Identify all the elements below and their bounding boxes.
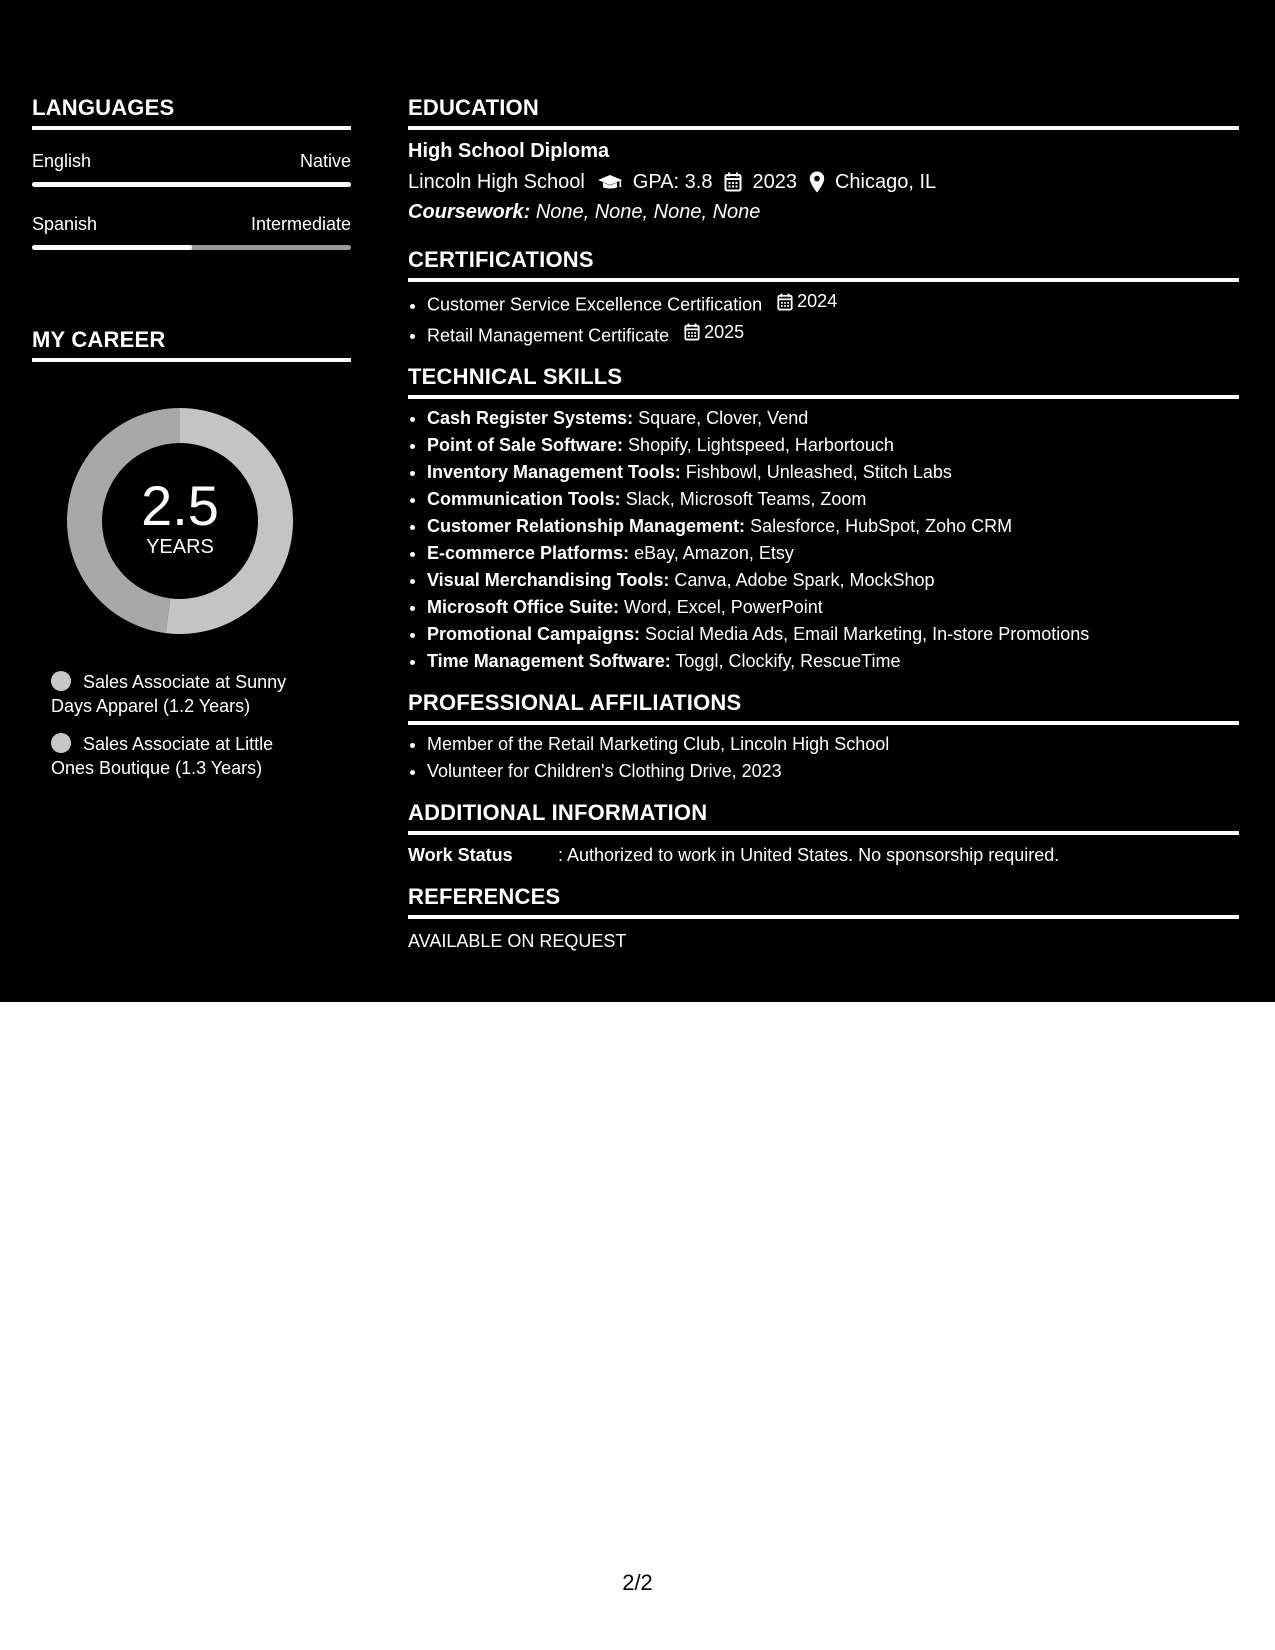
language-name: Spanish	[32, 214, 98, 234]
calendar-icon	[724, 172, 742, 192]
skill-category: Visual Merchandising Tools:	[427, 570, 670, 590]
certification-item	[427, 319, 1239, 350]
right-column	[408, 96, 1239, 953]
certification-year: 2024	[797, 291, 838, 311]
skill-values: Word, Excel, PowerPoint	[624, 597, 823, 617]
certification-item	[427, 288, 1239, 319]
page-number: 2/2	[622, 1570, 653, 1595]
language-proficiency-fill	[32, 182, 351, 187]
skill-item	[427, 567, 1239, 594]
education-school: Lincoln High School	[408, 171, 585, 193]
education-details	[408, 168, 1239, 196]
skill-category: Point of Sale Software:	[427, 435, 624, 455]
career-legend-item	[51, 670, 311, 718]
skill-category: Customer Relationship Management:	[427, 516, 746, 536]
career-legend-item	[51, 732, 311, 780]
skill-item	[427, 648, 1239, 675]
career-years-unit: YEARS	[146, 536, 214, 558]
skill-values: Social Media Ads, Email Marketing, In-store Promotions	[645, 624, 1090, 644]
calendar-icon	[684, 323, 700, 341]
certifications-list	[408, 288, 1239, 349]
education-heading: EDUCATION	[408, 96, 1239, 130]
work-status-value: : Authorized to work in United States. No sponsorship required.	[558, 845, 1060, 865]
skill-values: Fishbowl, Unleashed, Stitch Labs	[685, 462, 952, 482]
skill-values: Square, Clover, Vend	[638, 408, 809, 428]
skill-values: Toggl, Clockify, RescueTime	[675, 651, 901, 671]
coursework-label: Coursework:	[408, 201, 531, 223]
legend-dot-icon	[51, 733, 71, 753]
skill-category: Inventory Management Tools:	[427, 462, 681, 482]
skill-values: Salesforce, HubSpot, Zoho CRM	[750, 516, 1013, 536]
education-degree: High School Diploma	[408, 140, 610, 162]
language-proficiency-bar	[32, 245, 351, 250]
language-name: English	[32, 151, 92, 171]
skill-item	[427, 513, 1239, 540]
skill-item	[427, 459, 1239, 486]
career-job-label: Sales Associate at Little Ones Boutique (1.3 Years)	[51, 734, 274, 778]
affiliations-list	[408, 731, 1239, 785]
legend-dot-icon	[51, 671, 71, 691]
certification-name: Retail Management Certificate	[427, 325, 670, 345]
language-proficiency-bar	[32, 182, 351, 187]
left-column	[32, 96, 351, 794]
career-job-label: Sales Associate at Sunny Days Apparel (1.2 Years)	[51, 672, 287, 716]
skill-item	[427, 432, 1239, 459]
references-heading: REFERENCES	[408, 885, 1239, 919]
skill-values: Slack, Microsoft Teams, Zoom	[625, 489, 867, 509]
skill-item	[427, 540, 1239, 567]
technical-skills-heading: TECHNICAL SKILLS	[408, 365, 1239, 399]
education-gpa: GPA: 3.8	[632, 171, 713, 193]
skill-item	[427, 594, 1239, 621]
skill-category: Promotional Campaigns:	[427, 624, 641, 644]
affiliation-item: • Volunteer for Children's Clothing Drive, 2023	[427, 758, 1239, 785]
career-heading: MY CAREER	[32, 328, 351, 362]
additional-info-heading: ADDITIONAL INFORMATION	[408, 801, 1239, 835]
education-location: Chicago, IL	[834, 171, 937, 193]
skill-values: Shopify, Lightspeed, Harbortouch	[628, 435, 894, 455]
language-proficiency-fill	[32, 245, 192, 250]
calendar-icon	[777, 293, 793, 311]
skill-values: eBay, Amazon, Etsy	[634, 543, 794, 563]
location-pin-icon	[809, 171, 825, 193]
career-legend	[51, 670, 311, 780]
work-status-label: Work Status	[408, 845, 513, 865]
references-text: AVAILABLE ON REQUEST	[408, 931, 627, 951]
language-item	[32, 150, 351, 187]
work-status-row	[408, 843, 1239, 867]
language-item	[32, 213, 351, 250]
skill-values: Canva, Adobe Spark, MockShop	[674, 570, 935, 590]
skill-category: Microsoft Office Suite:	[427, 597, 620, 617]
certification-name: Customer Service Excellence Certification	[427, 294, 763, 315]
certification-year: 2025	[704, 321, 745, 342]
skill-category: Communication Tools:	[427, 489, 621, 509]
coursework-value: None, None, None, None	[535, 201, 761, 223]
language-level: Intermediate	[250, 214, 351, 234]
skill-item	[427, 405, 1239, 432]
education-year: 2023	[752, 171, 797, 193]
skill-category: Cash Register Systems:	[427, 408, 634, 428]
graduation-cap-icon	[597, 172, 623, 192]
skill-item	[427, 621, 1239, 648]
career-donut-chart	[67, 408, 293, 634]
language-level: Native	[299, 151, 351, 171]
certifications-heading: CERTIFICATIONS	[408, 248, 1239, 282]
education-coursework	[408, 198, 1239, 226]
skill-category: E-commerce Platforms:	[427, 543, 630, 563]
languages-heading: LANGUAGES	[32, 96, 351, 130]
career-total-years: 2.5	[141, 474, 219, 537]
skills-list	[408, 405, 1239, 675]
affiliation-item: • Member of the Retail Marketing Club, Lincoln High School	[427, 731, 1239, 758]
skill-category: Time Management Software:	[427, 651, 671, 671]
skill-item	[427, 486, 1239, 513]
affiliations-heading: PROFESSIONAL AFFILIATIONS	[408, 691, 1239, 725]
